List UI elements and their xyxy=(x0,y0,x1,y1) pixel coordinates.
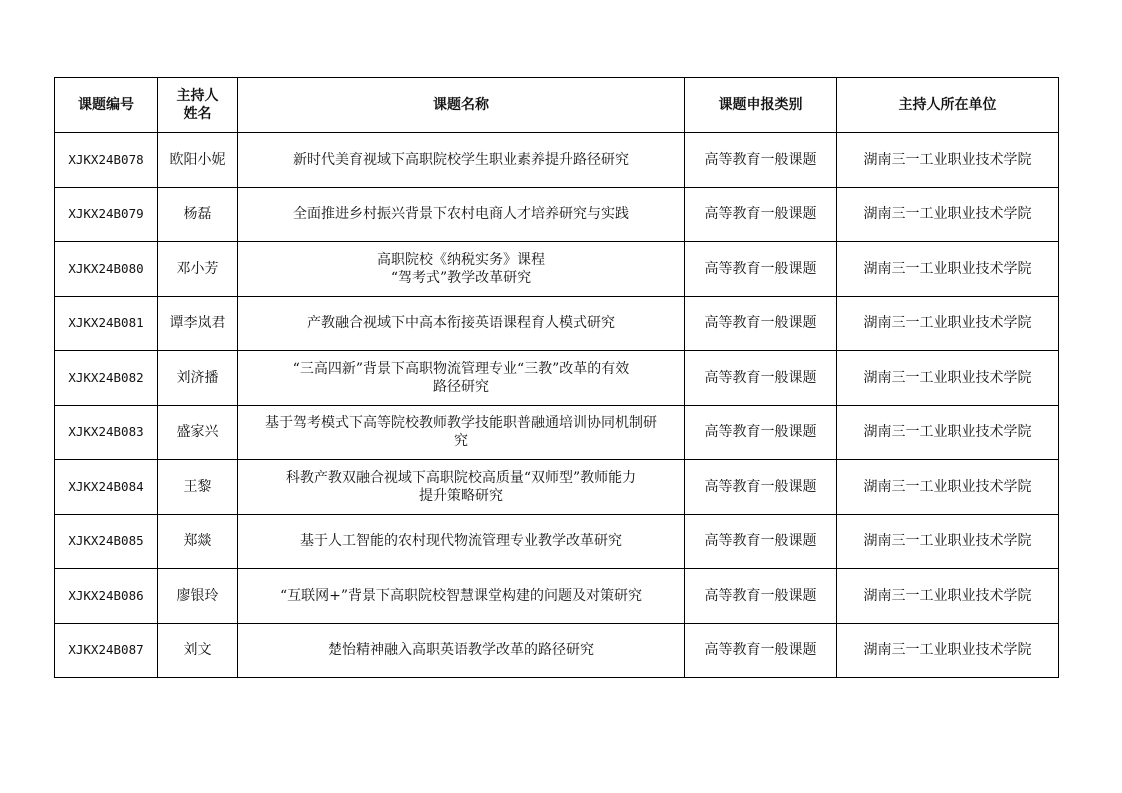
cell-project-code: XJKX24B087 xyxy=(55,623,158,678)
header-project-code: 课题编号 xyxy=(55,78,158,133)
header-host-name: 主持人 姓名 xyxy=(158,78,238,133)
project-table xyxy=(54,77,1059,678)
cell-category: 高等教育一般课题 xyxy=(685,187,837,242)
cell-project-code: XJKX24B084 xyxy=(55,460,158,515)
cell-host-name: 刘文 xyxy=(158,623,238,678)
header-host-unit: 主持人所在单位 xyxy=(837,78,1059,133)
cell-project-title: 基于驾考模式下高等院校教师教学技能职普融通培训协同机制研 究 xyxy=(238,405,685,460)
cell-host-name: 邓小芳 xyxy=(158,242,238,297)
cell-host-unit: 湖南三一工业职业技术学院 xyxy=(837,296,1059,351)
header-row xyxy=(55,78,1059,133)
cell-host-name: 郑燚 xyxy=(158,514,238,569)
table-row xyxy=(55,187,1059,242)
table-row xyxy=(55,623,1059,678)
cell-category: 高等教育一般课题 xyxy=(685,242,837,297)
cell-project-title: “互联网+”背景下高职院校智慧课堂构建的问题及对策研究 xyxy=(238,569,685,624)
cell-host-unit: 湖南三一工业职业技术学院 xyxy=(837,133,1059,188)
cell-host-unit: 湖南三一工业职业技术学院 xyxy=(837,514,1059,569)
table-header xyxy=(55,78,1059,133)
cell-host-unit: 湖南三一工业职业技术学院 xyxy=(837,623,1059,678)
cell-project-code: XJKX24B082 xyxy=(55,351,158,406)
cell-project-title: 基于人工智能的农村现代物流管理专业教学改革研究 xyxy=(238,514,685,569)
table-row xyxy=(55,351,1059,406)
table-row xyxy=(55,569,1059,624)
cell-project-code: XJKX24B083 xyxy=(55,405,158,460)
cell-project-title: 高职院校《纳税实务》课程 “驾考式”教学改革研究 xyxy=(238,242,685,297)
cell-host-name: 廖银玲 xyxy=(158,569,238,624)
cell-host-unit: 湖南三一工业职业技术学院 xyxy=(837,187,1059,242)
project-table-sheet xyxy=(54,77,1058,678)
cell-project-title: “三高四新”背景下高职物流管理专业“三教”改革的有效 路径研究 xyxy=(238,351,685,406)
cell-project-code: XJKX24B078 xyxy=(55,133,158,188)
table-row xyxy=(55,296,1059,351)
cell-project-code: XJKX24B085 xyxy=(55,514,158,569)
cell-host-name: 盛家兴 xyxy=(158,405,238,460)
cell-project-code: XJKX24B086 xyxy=(55,569,158,624)
cell-category: 高等教育一般课题 xyxy=(685,460,837,515)
cell-host-name: 王黎 xyxy=(158,460,238,515)
cell-host-name: 杨磊 xyxy=(158,187,238,242)
cell-category: 高等教育一般课题 xyxy=(685,296,837,351)
table-row xyxy=(55,133,1059,188)
cell-host-unit: 湖南三一工业职业技术学院 xyxy=(837,569,1059,624)
header-category: 课题申报类别 xyxy=(685,78,837,133)
cell-project-title: 全面推进乡村振兴背景下农村电商人才培养研究与实践 xyxy=(238,187,685,242)
cell-category: 高等教育一般课题 xyxy=(685,133,837,188)
cell-host-name: 谭李岚君 xyxy=(158,296,238,351)
cell-host-unit: 湖南三一工业职业技术学院 xyxy=(837,405,1059,460)
table-body xyxy=(55,133,1059,678)
cell-project-code: XJKX24B081 xyxy=(55,296,158,351)
cell-category: 高等教育一般课题 xyxy=(685,569,837,624)
cell-host-name: 欧阳小妮 xyxy=(158,133,238,188)
cell-category: 高等教育一般课题 xyxy=(685,514,837,569)
table-row xyxy=(55,514,1059,569)
header-project-title: 课题名称 xyxy=(238,78,685,133)
cell-project-title: 产教融合视域下中高本衔接英语课程育人模式研究 xyxy=(238,296,685,351)
table-row xyxy=(55,405,1059,460)
cell-host-unit: 湖南三一工业职业技术学院 xyxy=(837,460,1059,515)
cell-project-code: XJKX24B080 xyxy=(55,242,158,297)
cell-project-title: 科教产教双融合视域下高职院校高质量“双师型”教师能力 提升策略研究 xyxy=(238,460,685,515)
cell-category: 高等教育一般课题 xyxy=(685,351,837,406)
cell-project-code: XJKX24B079 xyxy=(55,187,158,242)
cell-project-title: 新时代美育视域下高职院校学生职业素养提升路径研究 xyxy=(238,133,685,188)
cell-category: 高等教育一般课题 xyxy=(685,623,837,678)
cell-project-title: 楚怡精神融入高职英语教学改革的路径研究 xyxy=(238,623,685,678)
cell-category: 高等教育一般课题 xyxy=(685,405,837,460)
cell-host-unit: 湖南三一工业职业技术学院 xyxy=(837,242,1059,297)
table-row xyxy=(55,242,1059,297)
cell-host-name: 刘济播 xyxy=(158,351,238,406)
cell-host-unit: 湖南三一工业职业技术学院 xyxy=(837,351,1059,406)
table-row xyxy=(55,460,1059,515)
